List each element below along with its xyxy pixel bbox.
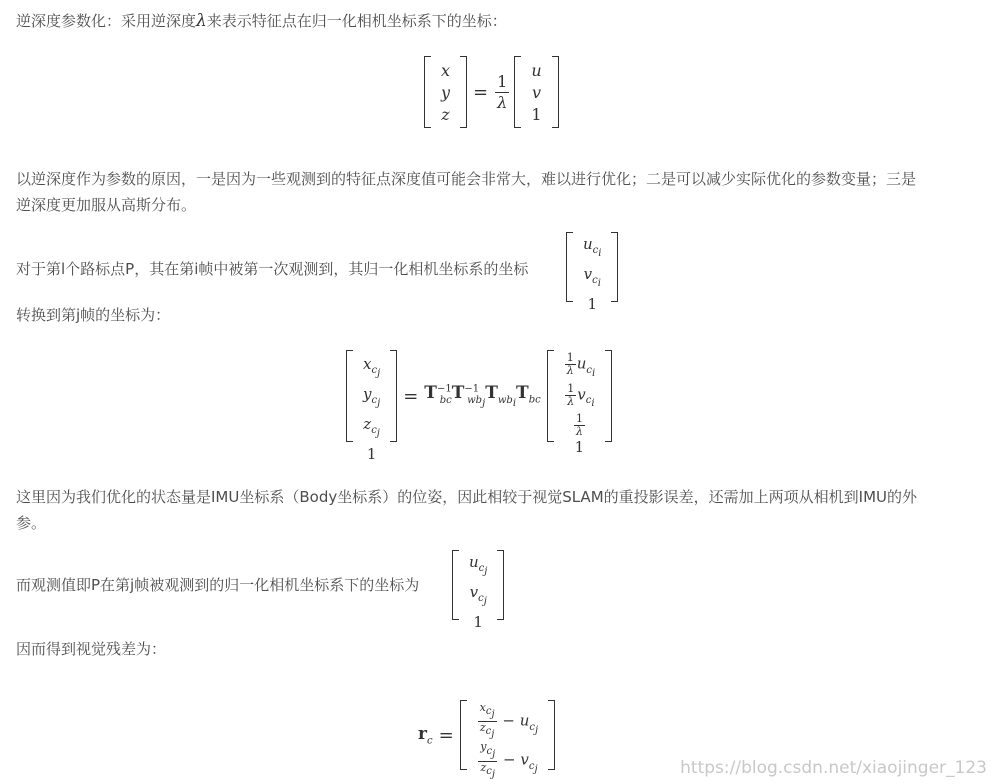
equation-inverse-depth: x y z = $\frac{1}{\lambda}$ u v 1 [424,56,559,128]
vector-ucj-vcj-1: $u_{c_j}$ $v_{c_j}$ 1 [452,550,504,620]
transform-chain: $T^{-1}_{bc}T^{-1}_{wb_j}T_{wb_i}T_{bc}$ [424,383,541,409]
paragraph-observation: 而观测值即P在第j帧被观测到的归一化相机坐标系下的坐标为 [16,576,420,594]
watermark: https://blog.csdn.net/xiaojinger_123 [680,758,987,778]
vector-xcj: $x_{c_j}$ $y_{c_j}$ $z_{c_j}$ 1 [346,350,397,442]
vector-inverse-depth: $\frac{1}{\lambda}$ $u_{c_i}$ $\frac{1}{\lambda}$ $v_{c_i}$ $\frac{1}{\lambda}$ 1 [547,350,612,442]
paragraph-transform: 转换到第j帧的坐标为： [16,306,171,324]
fraction-one-over-lambda: $\frac{1}{\lambda}$ [497,71,508,112]
vector-uv1: u v 1 [514,56,558,128]
paragraph-residual: 因而得到视觉残差为： [16,640,167,658]
vector-uci-vci-1: $u_{c_i}$ $v_{c_i}$ 1 [566,232,618,302]
vector-xyz: x y z [424,56,467,128]
paragraph-landmark: 对于第l个路标点P，其在第i帧中被第一次观测到，其归一化相机坐标系的坐标 [16,260,529,278]
paragraph-extrinsic: 这里因为我们优化的状态量是IMU坐标系（Body坐标系）的位姿，因此相较于视觉SLAM的重投影误差，还需加上两项从相机到IMU的外 参。 [16,488,917,532]
paragraph-inverse-depth: 逆深度参数化：采用逆深度λ来表示特征点在归一化相机坐标系下的坐标： [16,11,507,31]
equation-visual-residual: $r_c$ = $\frac{x_{c_j}}{z_{c_j}}$ − $u_{c_j}$ $\frac{y_{c_j}}{z_{c_j}}$ − $v_{c_j}$ [418,700,555,770]
equation-transform: $x_{c_j}$ $y_{c_j}$ $z_{c_j}$ 1 = $T^{-1}_{bc}T^{-1}_{wb_j}T_{wb_i}T_{bc}$ $\frac{1}{\lambda}$ $u_{c_i}$ $\frac{1}{\lambda}$ $v_{c_i}$ $\frac{1}{\lambda}$ 1 [346,350,612,442]
paragraph-reason: 以逆深度作为参数的原因，一是因为一些观测到的特征点深度值可能会非常大，难以进行优化；二是可以减少实际优化的参数变量；三是 逆深度更加服从高斯分布。 [16,170,917,214]
residual-vector: $\frac{x_{c_j}}{z_{c_j}}$ − $u_{c_j}$ $\frac{y_{c_j}}{z_{c_j}}$ − $v_{c_j}$ [460,700,555,770]
